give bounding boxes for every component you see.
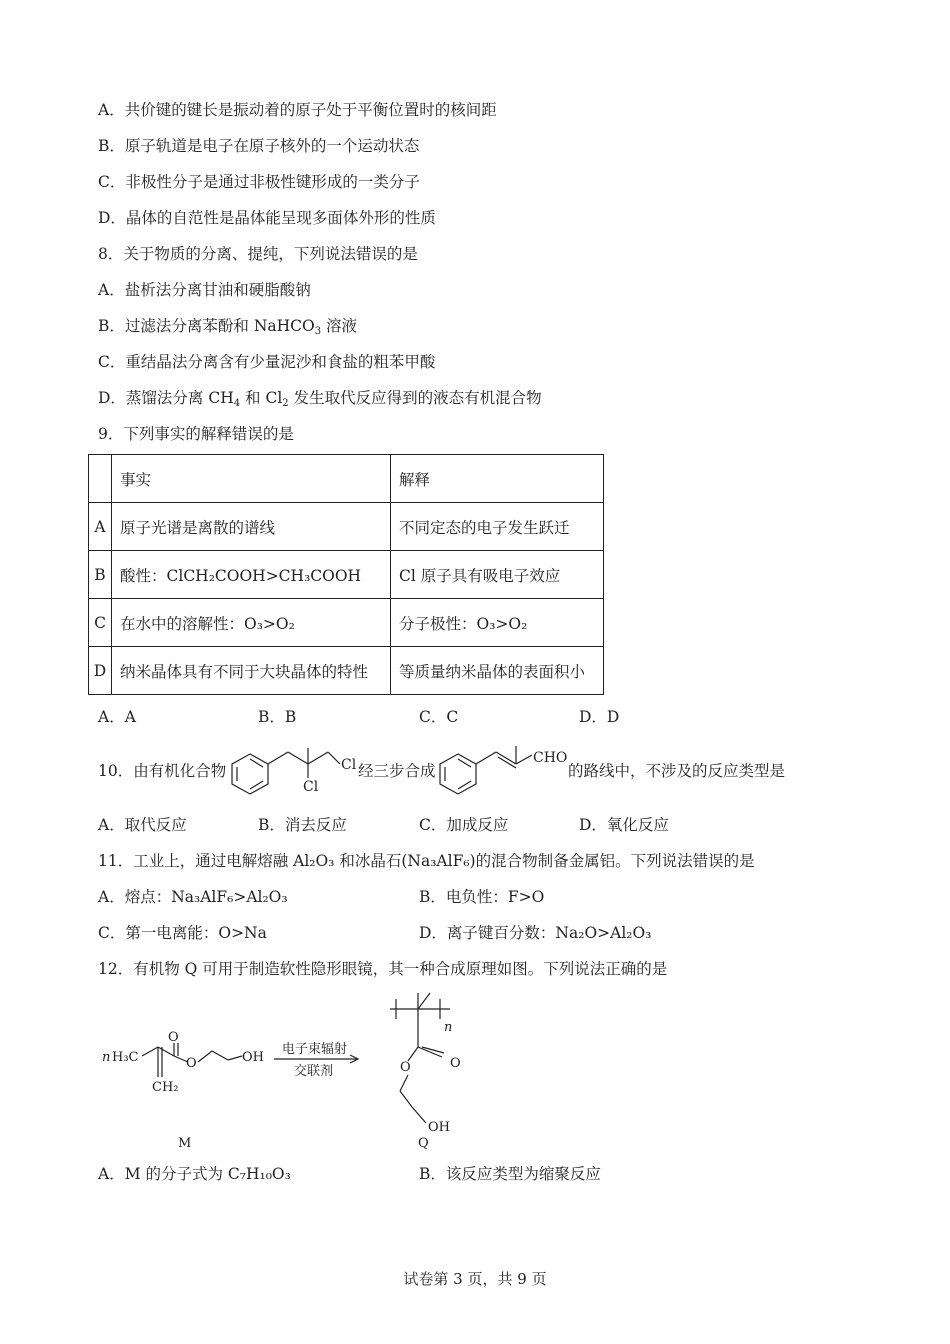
reagent-label: 电子束辐射 [282, 1042, 348, 1057]
q9-option-b: B．B [258, 708, 297, 726]
row-key: A [89, 503, 112, 551]
q8-stem: 8．关于物质的分离、提纯，下列说法错误的是 [98, 245, 418, 263]
q10-stem-pre: 10．由有机化合物 [98, 762, 227, 780]
q12-option-b: B．该反应类型为缩聚反应 [419, 1165, 601, 1183]
q7-option-a: A．共价键的键长是振动着的原子处于平衡位置时的核间距 [98, 101, 497, 119]
q7-option-c: C．非极性分子是通过非极性键形成的一类分子 [98, 173, 420, 191]
table-cell [89, 455, 112, 503]
table-row [89, 503, 604, 551]
q7-option-d: D．晶体的自范性是晶体能呈现多面体外形的性质 [98, 209, 436, 227]
q10-reactant-structure [228, 742, 360, 802]
q9-option-a: A．A [98, 708, 136, 726]
q9-stem: 9．下列事实的解释错误的是 [98, 425, 294, 443]
page-footer: 试卷第 3 页，共 9 页 [403, 1270, 547, 1288]
q10-product-structure [436, 742, 570, 802]
table-row [89, 455, 604, 503]
q8-option-c: C．重结晶法分离含有少量泥沙和食盐的粗苯甲酸 [98, 353, 436, 371]
q7-option-b: B．原子轨道是电子在原子核外的一个运动状态 [98, 137, 420, 155]
q11-stem: 11．工业上，通过电解熔融 Al₂O₃ 和冰晶石(Na₃AlF₆)的混合物制备金属铝。下列说法错误的是 [98, 852, 755, 870]
hydroxyl-label: OH [242, 1050, 264, 1065]
carbonyl-oxygen-label: O [168, 1030, 179, 1045]
q12-stem: 12．有机物 Q 可用于制造软性隐形眼镜，其一种合成原理如图。下列说法正确的是 [98, 960, 668, 978]
methylene-label: CH₂ [152, 1080, 179, 1095]
coefficient-label: n [102, 1050, 111, 1065]
q10-option-b: B．消去反应 [258, 816, 347, 834]
table-header-explain: 解释 [391, 455, 604, 503]
hydroxyl-label: OH [428, 1120, 450, 1135]
chlorine-label: Cl [341, 757, 357, 773]
q11-option-a: A．熔点：Na₃AlF₆>Al₂O₃ [98, 888, 288, 906]
q12-option-a: A．M 的分子式为 C₇H₁₀O₃ [98, 1165, 291, 1183]
row-explain: 不同定态的电子发生跃迁 [391, 503, 604, 551]
carbonyl-oxygen-label: O [450, 1056, 461, 1071]
q11-option-c: C．第一电离能：O>Na [98, 924, 267, 942]
table-header-fact: 事实 [112, 455, 391, 503]
q10-stem-post: 的路线中，不涉及的反应类型是 [568, 762, 786, 780]
row-key: B [89, 551, 112, 599]
row-fact: 酸性：ClCH₂COOH>CH₃COOH [112, 551, 391, 599]
q8-option-d: D．蒸馏法分离 $CH_4$ 和 $Cl_2$ 发生取代反应得到的液态有机混合物 [98, 389, 542, 409]
q8-option-b: B．过滤法分离苯酚和 NaHCO$_3$ 溶液 [98, 317, 358, 337]
q11-option-d: D．离子键百分数：Na₂O>Al₂O₃ [419, 924, 652, 942]
row-fact: 在水中的溶解性：O₃>O₂ [112, 599, 391, 647]
q8-option-a: A．盐析法分离甘油和硬脂酸钠 [98, 281, 311, 299]
q10-option-c: C．加成反应 [419, 816, 509, 834]
row-key: D [89, 647, 112, 695]
q10-stem-mid: 经三步合成 [358, 762, 436, 780]
crosslinker-label: 交联剂 [294, 1064, 334, 1079]
repeat-unit-label: n [444, 1020, 453, 1035]
q9-option-d: D．D [579, 708, 620, 726]
row-explain: 等质量纳米晶体的表面积小 [391, 647, 604, 695]
q11-option-b: B．电负性：F>O [419, 888, 545, 906]
q10-option-a: A．取代反应 [98, 816, 187, 834]
ester-oxygen-label: O [186, 1056, 197, 1071]
row-fact: 纳米晶体具有不同于大块晶体的特性 [112, 647, 391, 695]
compound-m-label: M [178, 1136, 192, 1151]
row-fact: 原子光谱是离散的谱线 [112, 503, 391, 551]
q9-table [88, 454, 604, 695]
q10-option-d: D．氧化反应 [579, 816, 669, 834]
chlorine-label: Cl [303, 779, 319, 795]
q9-option-c: C．C [419, 708, 459, 726]
row-key: C [89, 599, 112, 647]
ester-oxygen-label: O [400, 1060, 411, 1075]
row-explain: 分子极性：O₃>O₂ [391, 599, 604, 647]
table-row [89, 551, 604, 599]
table-row [89, 599, 604, 647]
table-row [89, 647, 604, 695]
compound-q-label: Q [418, 1136, 429, 1151]
q12-reaction-scheme [96, 985, 496, 1155]
methyl-label: H₃C [112, 1050, 139, 1065]
aldehyde-label: CHO [533, 750, 568, 766]
row-explain: Cl 原子具有吸电子效应 [391, 551, 604, 599]
